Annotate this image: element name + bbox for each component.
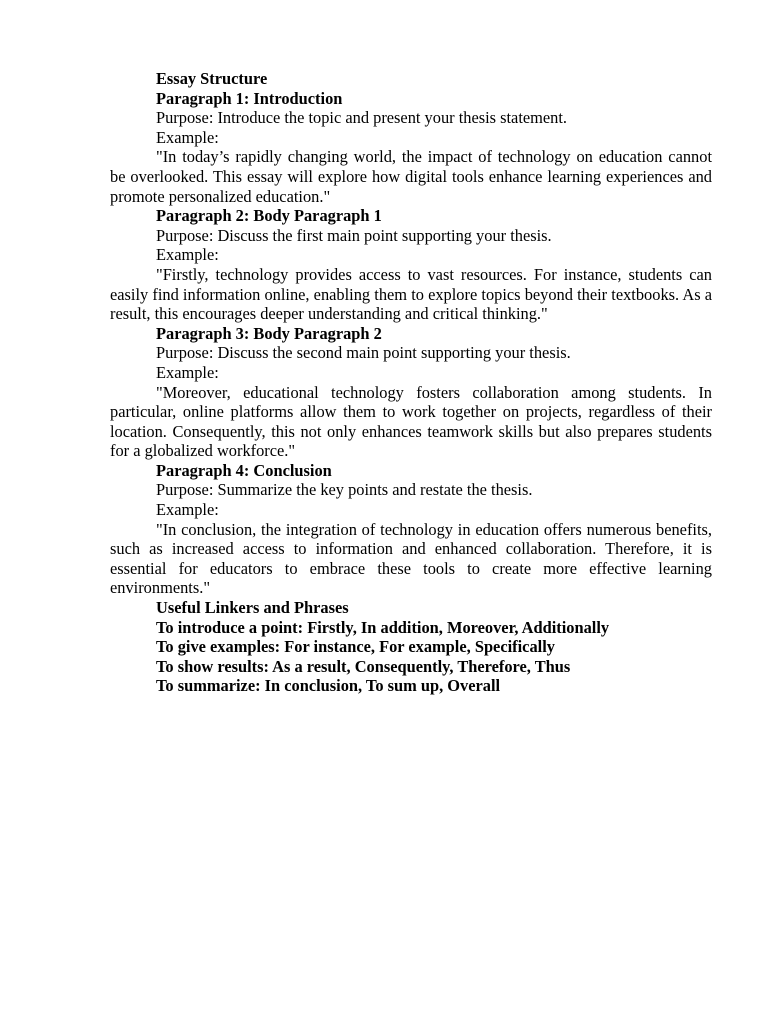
example-paragraph: "Firstly, technology provides access to vast resources. For instance, students can easily find information online, enabling them to explore topics beyond their textbooks. As a result, this encourages deeper understanding and critical thinking." — [110, 264, 712, 324]
linkers-section — [110, 598, 712, 696]
example-label: Example: — [156, 362, 219, 382]
section-purpose: Purpose: Introduce the topic and present your thesis statement. — [156, 108, 568, 128]
linkers-heading: Useful Linkers and Phrases — [156, 598, 349, 618]
section-heading: Paragraph 4: Conclusion — [156, 460, 332, 480]
section-purpose: Purpose: Discuss the first main point supporting your thesis. — [156, 225, 552, 245]
section-heading: Paragraph 3: Body Paragraph 2 — [156, 323, 382, 343]
linker-item: To give examples: For instance, For example, Specifically — [156, 637, 555, 657]
section-body-2 — [110, 324, 712, 461]
section-heading: Paragraph 2: Body Paragraph 1 — [156, 206, 382, 226]
section-heading: Paragraph 1: Introduction — [156, 88, 343, 108]
section-conclusion — [110, 461, 712, 598]
linker-item: To summarize: In conclusion, To sum up, Overall — [156, 676, 501, 696]
example-paragraph: "In today’s rapidly changing world, the impact of technology on education cannot be overlooked. This essay will explore how digital tools enhance learning experiences and promote personalized education." — [110, 147, 712, 206]
section-introduction — [110, 89, 712, 207]
section-purpose: Purpose: Discuss the second main point supporting your thesis. — [156, 343, 571, 363]
section-purpose: Purpose: Summarize the key points and restate the thesis. — [156, 480, 533, 500]
linker-item: To show results: As a result, Consequently, Therefore, Thus — [156, 656, 571, 676]
linker-item: To introduce a point: Firstly, In addition, Moreover, Additionally — [156, 617, 610, 637]
section-body-1 — [110, 206, 712, 324]
example-label: Example: — [156, 245, 219, 265]
example-paragraph: "Moreover, educational technology fosters collaboration among students. In particular, online platforms allow them to work together on projects, regardless of their location. Consequently, this not only enhances teamwork skills but also prepares students for a globalized workforce." — [110, 382, 712, 461]
example-label: Example: — [156, 127, 219, 147]
example-paragraph: "In conclusion, the integration of technology in education offers numerous benefits, such as increased access to information and enhanced collaboration. Therefore, it is essential for educators to embrace these tools to create more effective learning environments." — [110, 519, 712, 598]
document-title: Essay Structure — [156, 69, 268, 88]
example-label: Example: — [156, 500, 219, 520]
